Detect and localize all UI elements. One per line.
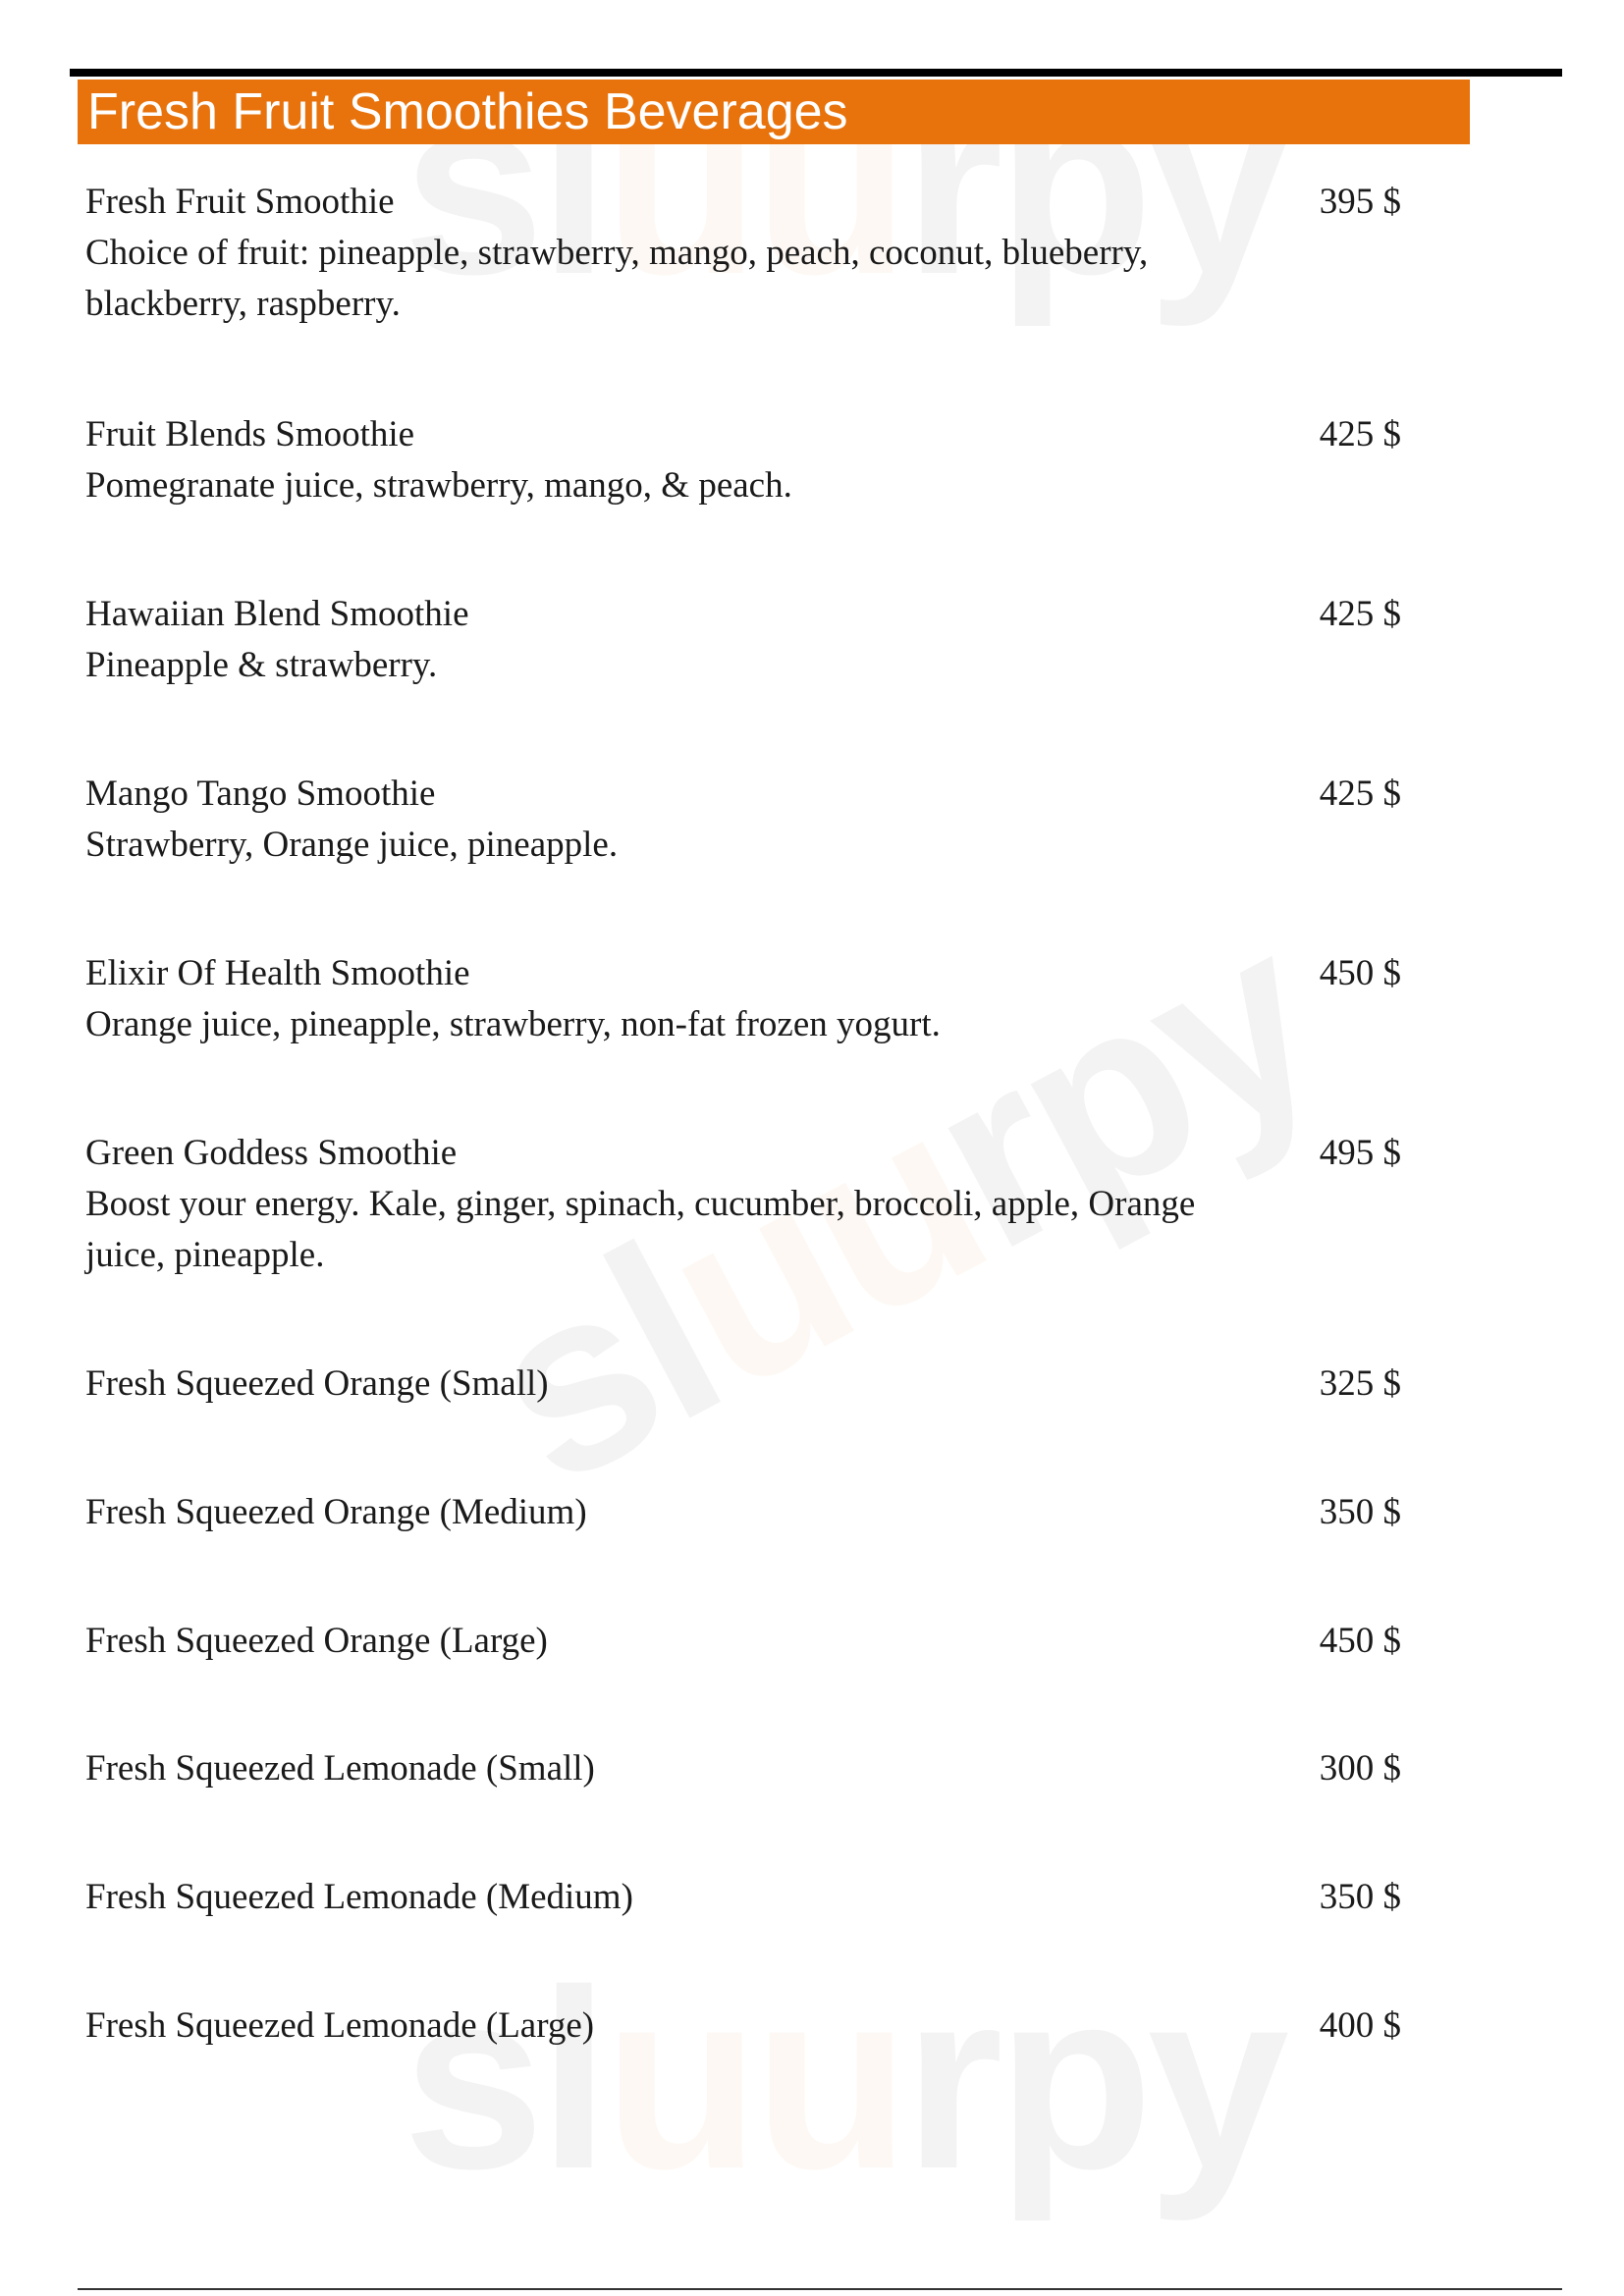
watermark-logo-bottom	[403, 1934, 1283, 2227]
item-price: 425 $	[1319, 594, 1401, 634]
item-name: Mango Tango Smoothie	[85, 774, 436, 814]
menu-item	[85, 177, 1401, 330]
item-price: 350 $	[1319, 1877, 1401, 1917]
item-price: 425 $	[1319, 414, 1401, 454]
item-name: Fresh Fruit Smoothie	[85, 182, 395, 222]
item-price: 495 $	[1319, 1133, 1401, 1173]
menu-item	[85, 1128, 1401, 1281]
item-description: Orange juice, pineapple, strawberry, non-fat frozen yogurt.	[85, 1004, 941, 1044]
item-description: Boost your energy. Kale, ginger, spinach, cucumber, broccoli, apple, Orange juice, pineapple.	[85, 1184, 1196, 1275]
menu-item	[85, 1359, 1401, 1410]
top-rule	[70, 69, 1562, 77]
menu-item	[85, 409, 1401, 511]
item-description: Pineapple & strawberry.	[85, 645, 438, 685]
bottom-rule	[78, 2288, 1562, 2290]
section-header	[78, 80, 1470, 144]
item-name: Green Goddess Smoothie	[85, 1133, 458, 1173]
item-name: Elixir Of Health Smoothie	[85, 953, 470, 993]
item-description: Pomegranate juice, strawberry, mango, & peach.	[85, 465, 792, 506]
item-name: Fresh Squeezed Lemonade (Medium)	[85, 1877, 633, 1917]
item-price: 450 $	[1319, 1621, 1401, 1661]
item-price: 395 $	[1319, 182, 1401, 222]
item-name: Fresh Squeezed Orange (Small)	[85, 1363, 549, 1404]
menu-item	[85, 1743, 1401, 1794]
menu-item	[85, 2001, 1401, 2052]
item-price: 450 $	[1319, 953, 1401, 993]
menu-item	[85, 1616, 1401, 1667]
item-description: Choice of fruit: pineapple, strawberry, mango, peach, coconut, blueberry, blackberry, raspberry.	[85, 233, 1149, 324]
menu-item	[85, 948, 1401, 1050]
item-name: Fresh Squeezed Orange (Medium)	[85, 1492, 587, 1532]
item-name: Fresh Squeezed Orange (Large)	[85, 1621, 548, 1661]
menu-item	[85, 1872, 1401, 1923]
item-name: Hawaiian Blend Smoothie	[85, 594, 469, 634]
item-price: 425 $	[1319, 774, 1401, 814]
menu-item	[85, 589, 1401, 691]
item-price: 350 $	[1319, 1492, 1401, 1532]
menu-item	[85, 769, 1401, 871]
item-name: Fruit Blends Smoothie	[85, 414, 415, 454]
item-price: 400 $	[1319, 2005, 1401, 2046]
item-name: Fresh Squeezed Lemonade (Large)	[85, 2005, 595, 2046]
item-description: Strawberry, Orange juice, pineapple.	[85, 825, 619, 865]
item-name: Fresh Squeezed Lemonade (Small)	[85, 1748, 595, 1789]
menu-item	[85, 1487, 1401, 1538]
section-title: Fresh Fruit Smoothies Beverages	[87, 83, 848, 140]
item-price: 325 $	[1319, 1363, 1401, 1404]
item-price: 300 $	[1319, 1748, 1401, 1789]
